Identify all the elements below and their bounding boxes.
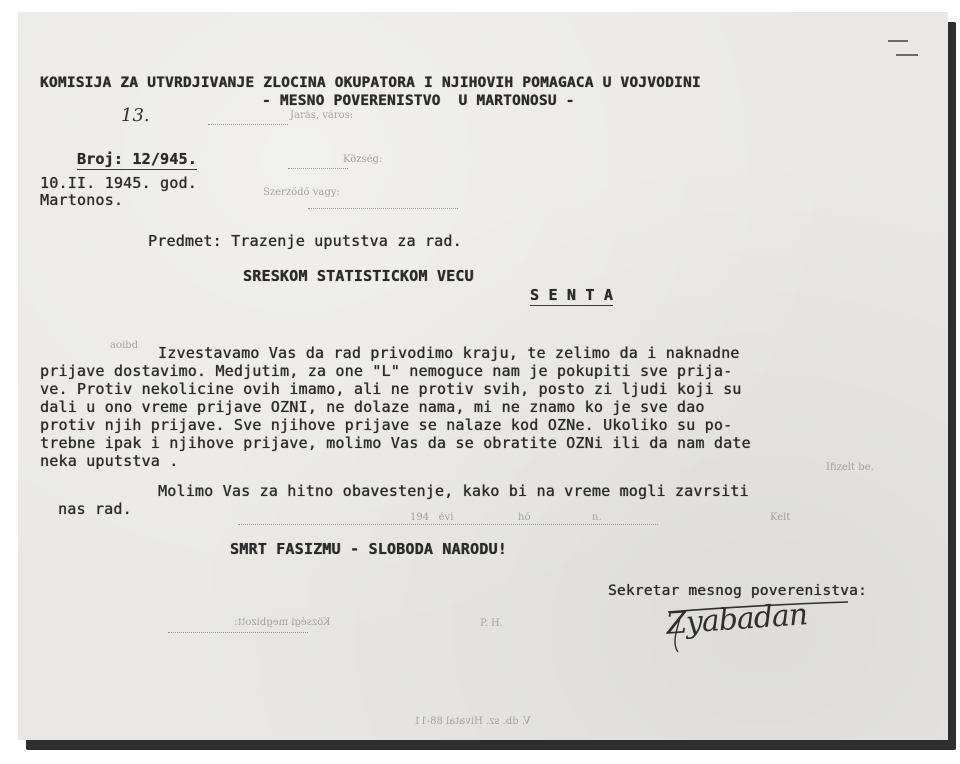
ghost-text: hó: [518, 512, 531, 523]
body-line-5: protiv njih prijave. Sve njihove prijave se nalaze kod OZNe. Ukoliko su po-: [40, 416, 733, 434]
ghost-text: P. H.: [480, 618, 503, 629]
ghost-text: 194 évi: [410, 512, 454, 523]
ghost-text: aoibd: [110, 340, 138, 351]
body-line-7: neka uputstva .: [40, 452, 179, 470]
broj-label: Broj: 1: [76, 150, 142, 168]
body-line-1: Izvestavamo Vas da rad privodimo kraju, te zelimo da i naknadne: [158, 344, 740, 362]
ghost-dotted-line: [308, 208, 458, 209]
broj-year: /945.: [150, 150, 197, 168]
ghost-text: Jarás, város:: [290, 110, 354, 121]
margin-mark: [888, 40, 908, 42]
ghost-text: Ifizelt be.: [826, 462, 874, 473]
body-line-4: dali u ono vreme prijave OZNI, ne dolaze nama, mi ne znamo ko je sve dao: [40, 398, 705, 416]
recipient-city: S E N T A: [530, 286, 614, 304]
recipient-line-2: [530, 286, 613, 304]
ghost-dotted-line: [288, 168, 348, 169]
ghost-text: V. db. sz. Hivatal 88-11: [414, 716, 531, 727]
place: Martonos.: [40, 191, 124, 209]
header-line-2: - MESNO POVERENISTVO U MARTONOSU -: [262, 93, 575, 109]
recipient-line-1: SRESKOM STATISTICKOM VECU: [243, 267, 474, 285]
ghost-text: n.: [592, 512, 602, 523]
signature-title: Sekretar mesnog poverenistva:: [608, 583, 867, 599]
margin-mark: [896, 54, 918, 56]
handwritten-signature: Zyabadan: [664, 597, 809, 642]
body-line-6: trebne ipak i njihove prijave, molimo Vas da se obratite OZNi ili da nam date: [40, 434, 751, 452]
slogan: SMRT FASIZMU - SLOBODA NARODU!: [230, 540, 507, 558]
subject-line: Predmet: Trazenje uputstva za rad.: [148, 232, 462, 250]
ghost-dotted-line: [238, 524, 658, 525]
closing-line-2: nas rad.: [58, 500, 132, 518]
signature-flourish: [658, 598, 858, 658]
body-line-3: ve. Protiv nekolicine ovih imamo, ali ne protiv svih, posto zi ljudi koji su: [40, 380, 742, 398]
ghost-text: Község:: [343, 154, 383, 165]
broj-overwrite: 2: [141, 150, 151, 168]
ghost-text: Községi megbizott:: [234, 617, 331, 628]
closing-line-1: Molimo Vas za hitno obavestenje, kako bi na vreme mogli zavrsiti: [158, 482, 749, 500]
document-page: [18, 12, 948, 740]
date: 10.II. 1945. god.: [40, 174, 197, 192]
ghost-text: Szerződő vagy:: [263, 187, 340, 198]
ghost-text: Kelt: [770, 512, 791, 523]
handwritten-number: 13.: [121, 105, 150, 126]
ghost-dotted-line: [168, 632, 308, 633]
ghost-dotted-line: [208, 124, 288, 125]
header-line-1: KOMISIJA ZA UTVRDJIVANJE ZLOCINA OKUPATORA I NJIHOVIH POMAGACA U VOJVODINI: [40, 75, 701, 91]
body-line-2: prijave dostavimo. Medjutim, za one "L" nemoguce nam je pokupiti sve prija-: [40, 362, 733, 380]
